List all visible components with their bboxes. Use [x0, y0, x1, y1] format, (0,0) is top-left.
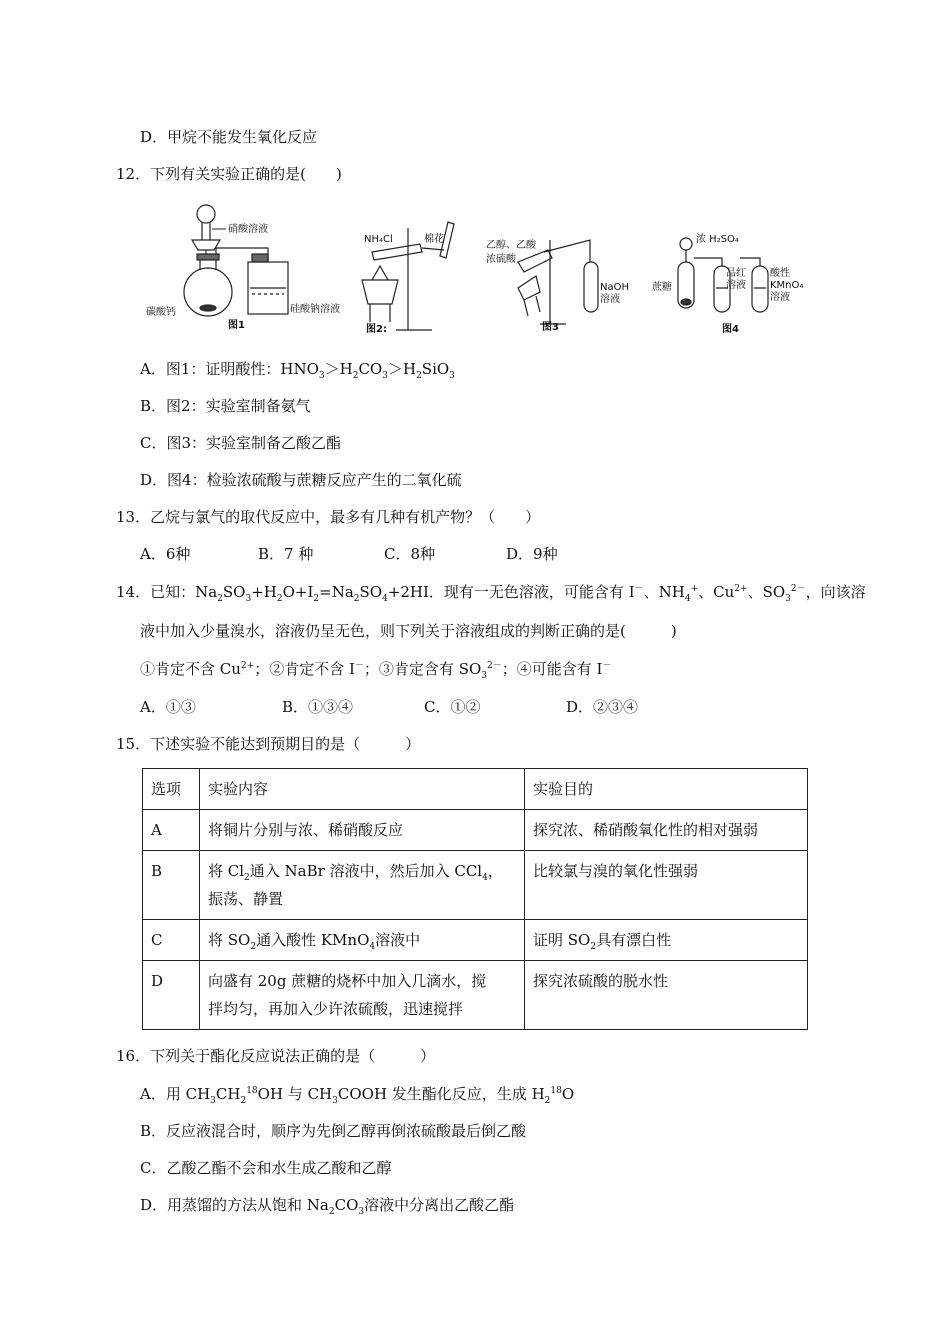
- q16-option-b: B．反应液混合时，顺序为先倒乙醇再倒浓硫酸最后倒乙酸: [140, 1122, 527, 1140]
- q12-stem: 12．下列有关实验正确的是( ): [116, 165, 342, 183]
- fig1-label-nitric-acid: 硝酸溶液: [228, 224, 268, 235]
- fig3-label-ethanol-acetic: 乙醇、乙酸: [486, 240, 536, 251]
- q13-option-b: B．7 种: [258, 545, 314, 563]
- fig4-label-fuchsine-solution: 溶液: [726, 280, 746, 291]
- fig4-label-conc-h2so4: 浓 H₂SO₄: [696, 234, 739, 245]
- q11-option-d: D．甲烷不能发生氧化反应: [140, 128, 318, 146]
- q15-table: [142, 768, 808, 1030]
- fig3-caption: 图3: [542, 322, 559, 333]
- row-a-option: A: [143, 810, 200, 851]
- q15-stem: 15．下述实验不能达到预期目的是（ ）: [116, 735, 421, 753]
- row-d-content: 向盛有 20g 蔗糖的烧杯中加入几滴水，搅 拌均匀，再加入少许浓硫酸，迅速搅拌: [200, 961, 525, 1030]
- row-d-purpose: 探究浓硫酸的脱水性: [525, 961, 808, 1030]
- fig1-caption: 图1: [228, 320, 245, 331]
- q13-option-d: D．9种: [506, 545, 558, 563]
- fig3-label-sulfuric: 浓硫酸: [486, 254, 516, 265]
- row-b-option: B: [143, 851, 200, 920]
- fig4-label-acidic: 酸性: [770, 268, 790, 279]
- fig3-label-naoh: NaOH: [600, 282, 629, 293]
- q12-option-d: D．图4：检验浓硫酸与蔗糖反应产生的二氧化硫: [140, 471, 462, 489]
- q13-option-a: A．6种: [140, 545, 191, 563]
- figure-3-apparatus: [518, 240, 598, 324]
- figure-4-apparatus: [678, 238, 768, 312]
- table-header-content: 实验内容: [200, 769, 525, 810]
- row-a-purpose: 探究浓、稀硝酸氧化性的相对强弱: [525, 810, 808, 851]
- fig1-label-sodium-silicate: 硅酸钠溶液: [290, 304, 340, 315]
- fig3-label-solution: 溶液: [600, 294, 620, 305]
- q14-option-c: C．①②: [424, 698, 481, 716]
- q12-figure: [140, 192, 820, 342]
- fig2-label-cotton: 棉花: [424, 234, 444, 245]
- fig4-caption: 图4: [722, 324, 739, 335]
- fig4-label-kmno4-solution: 溶液: [770, 292, 790, 303]
- q14-option-b: B．①③④: [282, 698, 354, 716]
- table-row: [143, 851, 808, 920]
- table-row: [143, 961, 808, 1030]
- table-row: [143, 810, 808, 851]
- fig2-label-nh4cl: NH₄Cl: [364, 234, 393, 245]
- fig2-caption: 图2:: [366, 324, 387, 335]
- row-c-purpose: 证明 $SO_2$具有漂白性: [525, 920, 808, 961]
- row-c-content: 将 $SO_2$通入酸性 KMnO$_4$溶液中: [200, 920, 525, 961]
- q16-option-d: D．用蒸馏的方法从饱和 $Na_2CO_3$溶液中分离出乙酸乙酯: [140, 1196, 515, 1217]
- fig1-label-calcium-carbonate: 碳酸钙: [146, 307, 176, 318]
- table-header-option: 选项: [143, 769, 200, 810]
- q16-option-c: C．乙酸乙酯不会和水生成乙酸和乙醇: [140, 1159, 392, 1177]
- row-d-option: D: [143, 961, 200, 1030]
- table-header-row: [143, 769, 808, 810]
- fig4-label-kmno4: KMnO₄: [770, 280, 804, 291]
- q12-option-b: B．图2：实验室制备氨气: [140, 397, 311, 415]
- q16-option-a: A．用 $CH_3CH_2^{18}OH$ 与 $CH_3COOH$ 发生酯化反应，生成 $H_2^{18}O$: [140, 1085, 575, 1106]
- q12-option-a: A．图1：证明酸性：$HNO_3>H_2CO_3>H_2SiO_3$: [140, 360, 455, 381]
- q13-stem: 13．乙烷与氯气的取代反应中，最多有几种有机产物？（ ）: [116, 508, 541, 526]
- table-row: [143, 920, 808, 961]
- table-header-purpose: 实验目的: [525, 769, 808, 810]
- row-a-content: 将铜片分别与浓、稀硝酸反应: [200, 810, 525, 851]
- q12-option-c: C．图3：实验室制备乙酸乙酯: [140, 434, 342, 452]
- q14-statements: ①肯定不含 $Cu^{2+}$；②肯定不含 I－；③肯定含有 $SO_3^{2-}$；④可能含有 I－: [140, 660, 612, 681]
- fig4-label-fuchsine: 品红: [726, 268, 746, 279]
- row-b-purpose: 比较氯与溴的氧化性强弱: [525, 851, 808, 920]
- q14-option-d: D．②③④: [566, 698, 639, 716]
- q14-stem-line1: 14．已知：$Na_2SO_3+H_2O+I_2=Na_2SO_4+2HI$．现有一无色溶液，可能含有 I－、$NH_4^+$、$Cu^{2+}$、$SO_3^{2-}$，向该溶: [116, 583, 866, 604]
- row-c-option: C: [143, 920, 200, 961]
- q14-stem-line2: 液中加入少量溴水，溶液仍呈无色，则下列关于溶液组成的判断正确的是( ): [140, 622, 677, 640]
- figure-1-apparatus: [184, 205, 288, 316]
- fig4-label-sucrose: 蔗糖: [652, 282, 672, 293]
- q14-option-a: A．①③: [140, 698, 196, 716]
- q13-option-c: C．8种: [384, 545, 436, 563]
- row-b-content: 将 $Cl_2$通入 NaBr 溶液中，然后加入 CCl$_4$， 振荡、静置: [200, 851, 525, 920]
- q16-stem: 16．下列关于酯化反应说法正确的是（ ）: [116, 1047, 436, 1065]
